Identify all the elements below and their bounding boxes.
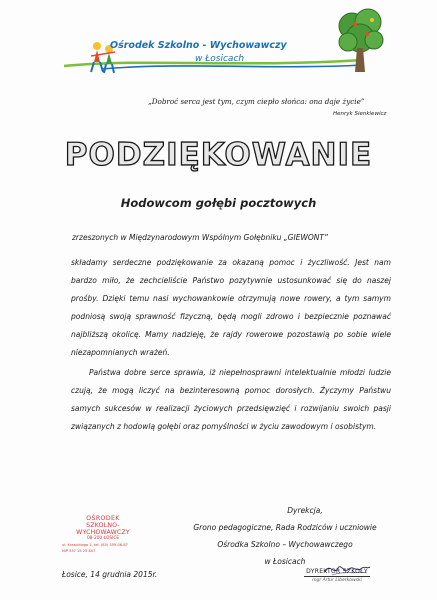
stamp-line-5: NIP 537 15 25 847 <box>62 549 96 553</box>
document-subtitle: Hodowcom gołębi pocztowych <box>120 196 317 210</box>
tree-logo-icon <box>330 6 390 76</box>
paragraph-2 <box>71 364 391 436</box>
director-stamp <box>304 568 370 583</box>
stamp-line-2: SZKOLNO-WYCHOWAWCZY <box>76 522 130 536</box>
paragraph-1: składamy serdeczne podziękowanie za okazaną pomoc i życzliwość. Jest nam bardzo miło, że zechcieliście Państwo pozytywnie ustosunkować się do naszej prośby. Dzięki temu nasi wychowankowie otrzymują nowe rowery, a tym samym podniosą swoją sprawność fizyczną, będą mogli zdrowo i bezpiecznie poznawać najbliższą okolicę. Mamy nadzieję, że rajdy rowerowe pozostawią po sobie wiele niezapomnianych wrażeń. <box>71 258 391 357</box>
paragraph-2-text: Państwa dobre serce sprawia, iż niepełnosprawni intelektualnie młodzi ludzie czują, że mogą liczyć na bezinteresowną pomoc dorosłych. Życzymy Państwu samych sukcesów w realizacji życiowych przedsięwzięć i rozwijaniu swoich pasji związanych z hodowlą gołębi oraz pomyślności w życiu zawodowym i osobistym. <box>71 368 391 431</box>
document-date: Łosice, 14 grudnia 2015r. <box>62 570 158 579</box>
org-logo-location: w Łosicach <box>195 54 245 64</box>
quote-author: Henryk Sienkiewicz <box>333 111 387 117</box>
signature-line-1: Dyrekcja, <box>287 506 323 515</box>
signature-line-2: Grono pedagogiczne, Rada Rodziców i uczniowie <box>193 523 377 532</box>
school-stamp <box>62 515 144 553</box>
stamp-line-4: ul. Krasickiego 1, tel. (83) 359-06-87 <box>62 543 128 547</box>
stamp-line-1: OŚRODEK <box>86 515 120 522</box>
signature-line-4: w Łosicach <box>264 557 306 566</box>
document-title: PODZIĘKOWANIE <box>64 137 373 173</box>
quote-text: „Dobroć serca jest tym, czym ciepło słońca: ona daje życie” <box>148 97 365 106</box>
director-stamp-title: DYREKTOR SZKOŁY <box>304 568 370 577</box>
intro-line: zrzeszonych w Międzynarodowym Wspólnym Gołębniku „GIEWONT” <box>72 233 328 242</box>
director-stamp-name: mgr Artur Liberkowski <box>312 578 362 583</box>
stamp-line-3: 08-200 ŁOSICE <box>86 536 120 541</box>
signature-line-3: Ośrodka Szkolno – Wychowawczego <box>217 540 353 549</box>
org-logo-title: Ośrodek Szkolno - Wychowawczy <box>110 40 287 51</box>
signature-block <box>150 502 420 570</box>
